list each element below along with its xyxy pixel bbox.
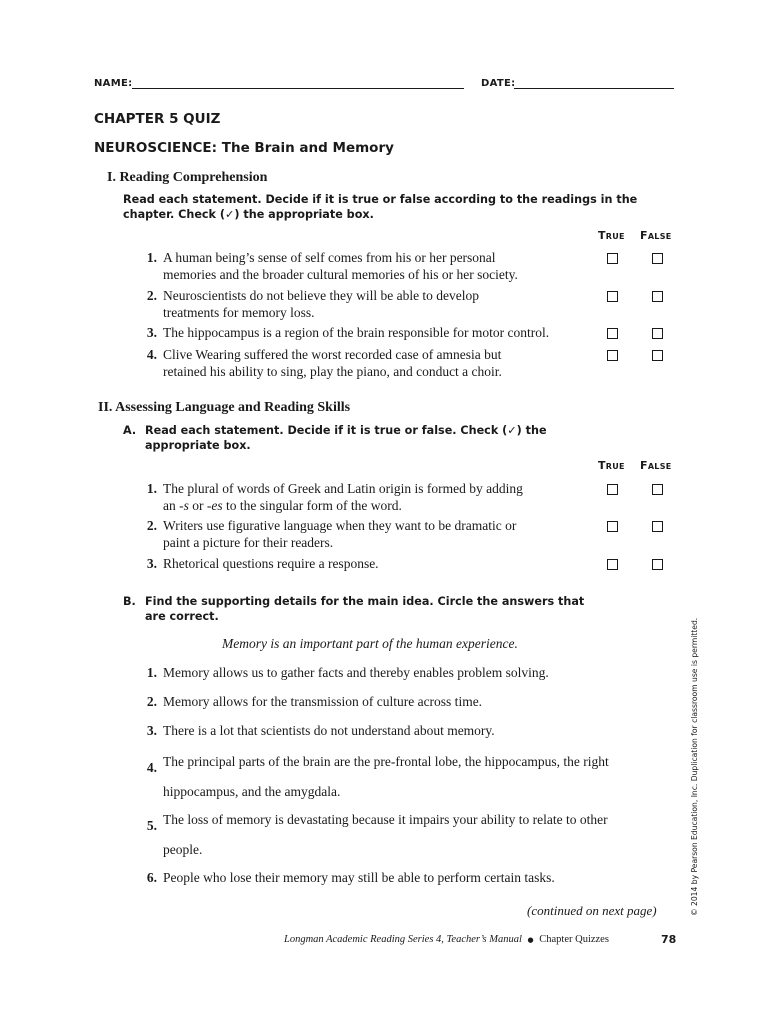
section1-heading: I. Reading Comprehension <box>107 170 268 185</box>
true-checkbox[interactable] <box>607 253 618 264</box>
section1-instructions: Read each statement. Decide if it is true or false according to the readings in the chapter. Check (✓) the appropriate box. <box>123 193 638 221</box>
false-checkbox[interactable] <box>652 253 663 264</box>
false-checkbox[interactable] <box>652 328 663 339</box>
false-column-label: False <box>640 229 672 242</box>
partB-instructions: Find the supporting details for the main idea. Circle the answers that are correct. <box>145 595 585 623</box>
false-checkbox[interactable] <box>652 291 663 302</box>
name-field[interactable] <box>132 88 464 89</box>
copyright-notice: © 2014 by Pearson Education, Inc. Duplication for classroom use is permitted. <box>690 617 699 916</box>
true-checkbox[interactable] <box>607 484 618 495</box>
section2-heading: II. Assessing Language and Reading Skills <box>98 400 351 415</box>
footer-book-title: Longman Academic Reading Series 4, Teacher’s Manual <box>284 934 522 945</box>
partA-letter: A. <box>123 424 137 437</box>
false-checkbox[interactable] <box>652 484 663 495</box>
date-field[interactable] <box>514 88 674 89</box>
page-subtitle: NEUROSCIENCE: The Brain and Memory <box>94 140 394 156</box>
false-column-label: False <box>640 459 672 472</box>
false-checkbox[interactable] <box>652 559 663 570</box>
page-number: 78 <box>661 933 677 946</box>
page-title: CHAPTER 5 QUIZ <box>94 111 221 127</box>
main-idea: Memory is an important part of the human experience. <box>222 636 518 651</box>
footer <box>284 934 609 945</box>
partB-letter: B. <box>123 595 136 608</box>
true-checkbox[interactable] <box>607 328 618 339</box>
false-checkbox[interactable] <box>652 350 663 361</box>
true-column-label: True <box>598 229 625 242</box>
name-label: NAME: <box>94 78 133 89</box>
continued-note: (continued on next page) <box>527 903 657 918</box>
true-checkbox[interactable] <box>607 350 618 361</box>
true-checkbox[interactable] <box>607 559 618 570</box>
date-label: DATE: <box>481 78 516 89</box>
true-checkbox[interactable] <box>607 521 618 532</box>
footer-section: Chapter Quizzes <box>539 934 609 945</box>
true-checkbox[interactable] <box>607 291 618 302</box>
false-checkbox[interactable] <box>652 521 663 532</box>
true-column-label: True <box>598 459 625 472</box>
partA-instructions: Read each statement. Decide if it is true or false. Check (✓) the appropriate box. <box>145 424 547 452</box>
footer-bullet: ● <box>527 936 534 944</box>
